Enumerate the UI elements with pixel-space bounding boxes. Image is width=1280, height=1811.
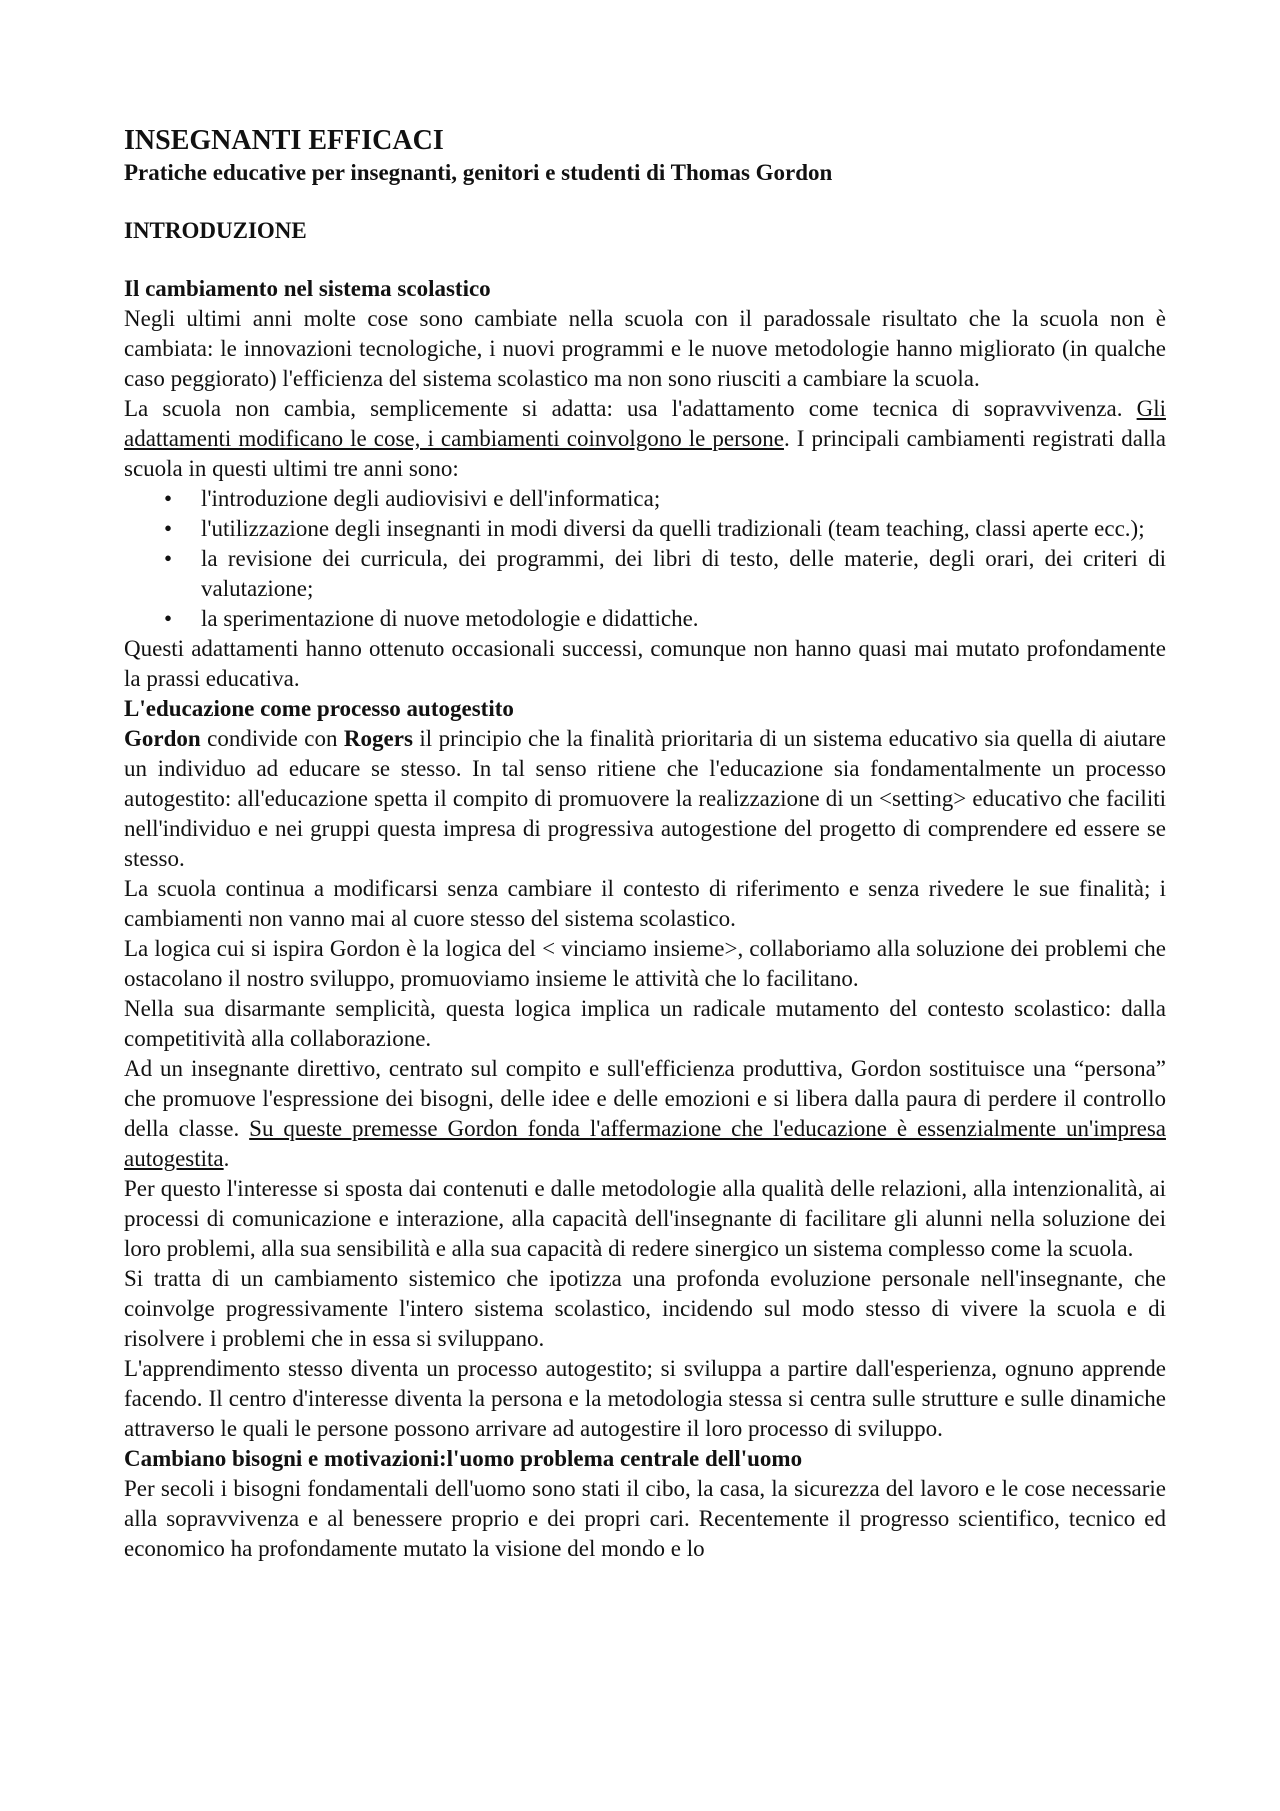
bold-name-rogers: Rogers [343, 726, 413, 751]
text-run: La scuola non cambia, semplicemente si adatta: usa l'adattamento come tecnica di sopravvivenza. [124, 396, 1137, 421]
paragraph: Questi adattamenti hanno ottenuto occasionali successi, comunque non hanno quasi mai mutato profondamente la prassi educativa. [124, 636, 1166, 691]
intro-heading: INTRODUZIONE [124, 218, 307, 243]
list-item [124, 604, 1166, 634]
list-item-text: la sperimentazione di nuove metodologie e didattiche. [201, 606, 699, 631]
bullet-icon: • [164, 606, 173, 631]
text-run: . I principali cambiamenti registrati dalla scuola in questi ultimi tre anni sono: [124, 426, 1166, 481]
list-item-text: l'introduzione degli audiovisivi e dell'informatica; [201, 486, 661, 511]
paragraph [124, 394, 1166, 484]
bullet-icon: • [164, 486, 173, 511]
text-run: condivide con [200, 726, 344, 751]
list-item [124, 544, 1166, 604]
underlined-text: Su queste premesse Gordon fonda l'affermazione che l'educazione è essenzialmente un'impresa autogestita [124, 1116, 1166, 1171]
paragraph: Nella sua disarmante semplicità, questa logica implica un radicale mutamento del contesto scolastico: dalla competitività alla collaborazione. [124, 996, 1166, 1051]
paragraph: Negli ultimi anni molte cose sono cambiate nella scuola con il paradossale risultato che la scuola non è cambiata: le innovazioni tecnologiche, i nuovi programmi e le nuove metodologie hanno migliorato (in qualche caso peggiorato) l'efficienza del sistema scolastico ma non sono riusciti a cambiare la scuola. [124, 306, 1166, 391]
document-subtitle: Pratiche educative per insegnanti, genitori e studenti di Thomas Gordon [124, 160, 833, 185]
underlined-text: Gli adattamenti modificano le cose, i cambiamenti coinvolgono le persone [124, 396, 1166, 451]
bullet-icon: • [164, 546, 173, 571]
section-heading-bisogni: Cambiano bisogni e motivazioni:l'uomo problema centrale dell'uomo [124, 1446, 803, 1471]
paragraph: Per secoli i bisogni fondamentali dell'uomo sono stati il cibo, la casa, la sicurezza del lavoro e le cose necessarie alla sopravvivenza e al benessere proprio e dei propri cari. Recentemente il progresso scientifico, tecnico ed economico ha profondamente mutato la visione del mondo e lo [124, 1476, 1166, 1561]
list-item-text: l'utilizzazione degli insegnanti in modi diversi da quelli tradizionali (team teaching, classi aperte ecc.); [201, 516, 1145, 541]
document-title: INSEGNANTI EFFICACI [124, 125, 444, 156]
list-item [124, 484, 1166, 514]
paragraph: L'apprendimento stesso diventa un processo autogestito; si sviluppa a partire dall'esperienza, ognuno apprende facendo. Il centro d'interesse diventa la persona e la metodologia stessa si centra sulle strutture e sulle dinamiche attraverso le quali le persone possono arrivare ad autogestire il loro processo di sviluppo. [124, 1356, 1166, 1441]
list-item [124, 514, 1166, 544]
text-run: . [223, 1146, 230, 1171]
document-page [124, 124, 1166, 1564]
text-run: Ad un insegnante direttivo, centrato sul compito e sull'efficienza produttiva, Gordon sostituisce una “persona” che promuove l'espressione dei bisogni, delle idee e delle emozioni e si libera dalla paura di perdere il controllo della classe. [124, 1056, 1166, 1141]
section-heading-cambiamento: Il cambiamento nel sistema scolastico [124, 276, 491, 301]
paragraph: La logica cui si ispira Gordon è la logica del < vinciamo insieme>, collaboriamo alla soluzione dei problemi che ostacolano il nostro sviluppo, promuoviamo insieme le attività che lo facilitano. [124, 936, 1166, 991]
paragraph [124, 724, 1166, 874]
bold-name-gordon: Gordon [124, 726, 201, 751]
section-heading-educazione: L'educazione come processo autogestito [124, 696, 514, 721]
changes-list [124, 484, 1166, 634]
list-item-text: la revisione dei curricula, dei programmi, dei libri di testo, delle materie, degli orari, dei criteri di valutazione; [201, 546, 1166, 601]
paragraph [124, 1054, 1166, 1174]
paragraph: Per questo l'interesse si sposta dai contenuti e dalle metodologie alla qualità delle relazioni, alla intenzionalità, ai processi di comunicazione e interazione, alla capacità dell'insegnante di facilitare gli alunni nella soluzione dei loro problemi, alla sua sensibilità e alla sua capacità di redere sinergico un sistema complesso come la scuola. [124, 1176, 1166, 1261]
bullet-icon: • [164, 516, 173, 541]
text-run: il principio che la finalità prioritaria di un sistema educativo sia quella di aiutare un individuo ad educare se stesso. In tal senso ritiene che l'educazione sia fondamentalmente un processo autogestito: all'educazione spetta il compito di promuovere la realizzazione di un <setting> educativo che faciliti nell'individuo e nei gruppi questa impresa di progressiva autogestione del progetto di comprendere ed essere se stesso. [124, 726, 1166, 871]
paragraph: La scuola continua a modificarsi senza cambiare il contesto di riferimento e senza rivedere le sue finalità; i cambiamenti non vanno mai al cuore stesso del sistema scolastico. [124, 876, 1166, 931]
paragraph: Si tratta di un cambiamento sistemico che ipotizza una profonda evoluzione personale nell'insegnante, che coinvolge progressivamente l'intero sistema scolastico, incidendo sul modo stesso di vivere la scuola e di risolvere i problemi che in essa si sviluppano. [124, 1266, 1166, 1351]
